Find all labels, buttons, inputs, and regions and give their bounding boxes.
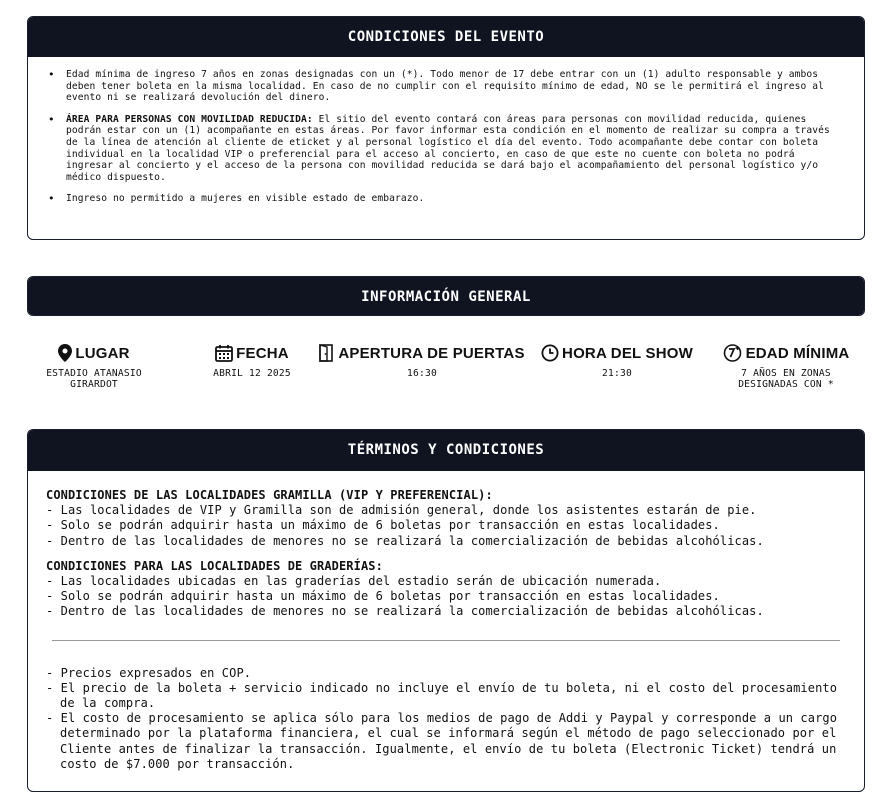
info-value-line: ABRIL 12 2025 <box>213 368 291 379</box>
location-pin-icon <box>58 344 72 362</box>
info-item-fecha <box>187 342 317 379</box>
info-item-hora <box>537 342 697 379</box>
info-label-text: APERTURA DE PUERTAS <box>338 344 525 362</box>
terms-line: - Las localidades ubicadas en las graderías del estadio serán de ubicación numerada. <box>46 574 662 589</box>
info-label-text: FECHA <box>236 344 289 362</box>
terms-line: - Dentro de las localidades de menores no se realizará la comercialización de bebidas alcohólicas. <box>46 604 764 619</box>
terms-title: TÉRMINOS Y CONDICIONES <box>28 430 864 471</box>
terms-section-title: CONDICIONES PARA LAS LOCALIDADES DE GRADERÍAS: <box>46 558 383 573</box>
terms-line: - Las localidades de VIP y Gramilla son de admisión general, donde los asistentes estarán de pie. <box>46 503 757 518</box>
terms-line: - Dentro de las localidades de menores no se realizará la comercialización de bebidas alcohólicas. <box>46 533 764 548</box>
info-label-text: EDAD MÍNIMA <box>745 344 850 362</box>
terms-line: - Solo se podrán adquirir hasta un máximo de 6 boletas por transacción en estas localidades. <box>46 589 720 604</box>
event-conditions-list <box>28 57 864 205</box>
info-item-edad <box>707 342 865 390</box>
info-value <box>707 368 865 390</box>
terms-note: - El precio de la boleta + servicio indicado no incluye el envío de tu boleta, ni el costo del procesamiento de la compra. <box>46 680 838 711</box>
info-value-line: 16:30 <box>407 368 437 379</box>
terms-body <box>28 471 864 772</box>
info-item-lugar <box>29 342 159 390</box>
list-item-text: Edad mínima de ingreso 7 años en zonas designadas con un (*). Todo menor de 17 debe entrar con un (1) adulto responsable y ambos deben tener boleta en la misma localidad. En caso de no cumplir con el requisito mínimo de edad, NO se le permitirá el ingreso al evento ni se realizará devolución del dinero. <box>66 69 824 104</box>
list-item-text: Ingreso no permitido a mujeres en visible estado de embarazo. <box>66 193 425 205</box>
list-item-bold: ÁREA PARA PERSONAS CON MOVILIDAD REDUCIDA: <box>66 113 313 125</box>
info-value-line: 7 AÑOS EN ZONAS <box>741 368 831 379</box>
event-conditions-title: CONDICIONES DEL EVENTO <box>28 17 864 57</box>
info-label-text: LUGAR <box>75 344 130 362</box>
list-item <box>46 114 844 184</box>
age-seven-plus-icon <box>723 343 743 363</box>
info-value-line: GIRARDOT <box>70 379 118 390</box>
info-value <box>317 368 527 379</box>
list-item-text: El sitio del evento contará con áreas para personas con movilidad reducida, quienes podrán estar con un (1) acompañante en estas áreas. Por favor informar esta condición en el momento de realizar su compra a través de la línea de atención al cliente de eticket y al personal logístico el día del evento. Todo acompañante debe contar con boleta individual en la localidad VIP o preferencial para el acceso al concierto, en caso de que este no cuente con boleta no podrá ingresar al concierto y el acceso de la persona con movilidad reducida se dará bajo el acompañamiento del personal logístico y/o médico dispuesto. <box>66 113 830 183</box>
calendar-icon <box>215 344 233 362</box>
event-conditions-panel <box>27 16 865 240</box>
info-value <box>187 368 317 379</box>
general-info-panel <box>27 276 865 316</box>
general-info-title: INFORMACIÓN GENERAL <box>28 277 864 316</box>
clock-icon <box>541 344 559 362</box>
terms-note: - Precios expresados en COP. <box>46 665 252 680</box>
terms-panel <box>27 429 865 792</box>
terms-line: - Solo se podrán adquirir hasta un máximo de 6 boletas por transacción en estas localidades. <box>46 518 720 533</box>
terms-section-title: CONDICIONES DE LAS LOCALIDADES GRAMILLA (VIP Y PREFERENCIAL): <box>46 488 493 502</box>
terms-note: - El costo de procesamiento se aplica sólo para los medios de pago de Addi y Paypal y corresponde a un cargo determinado por la plataforma financiera, el cual se informará según el método de pago seleccionado por el Cliente antes de finalizar la transacción. Igualmente, el envío de tu boleta (Electronic Ticket) tendrá un costo de $7.000 por transacción. <box>46 711 838 771</box>
info-value-line: ESTADIO ATANASIO <box>46 368 142 379</box>
terms-divider <box>52 640 840 641</box>
info-value-line: 21:30 <box>602 368 632 379</box>
info-label-text: HORA DEL SHOW <box>562 344 693 362</box>
info-value <box>537 368 697 379</box>
list-item <box>46 193 844 205</box>
info-value <box>29 368 159 390</box>
door-icon <box>319 344 335 362</box>
general-info-row <box>27 342 865 402</box>
info-item-apertura <box>317 342 527 379</box>
info-value-line: DESIGNADAS CON * <box>738 379 834 390</box>
list-item <box>46 69 844 104</box>
